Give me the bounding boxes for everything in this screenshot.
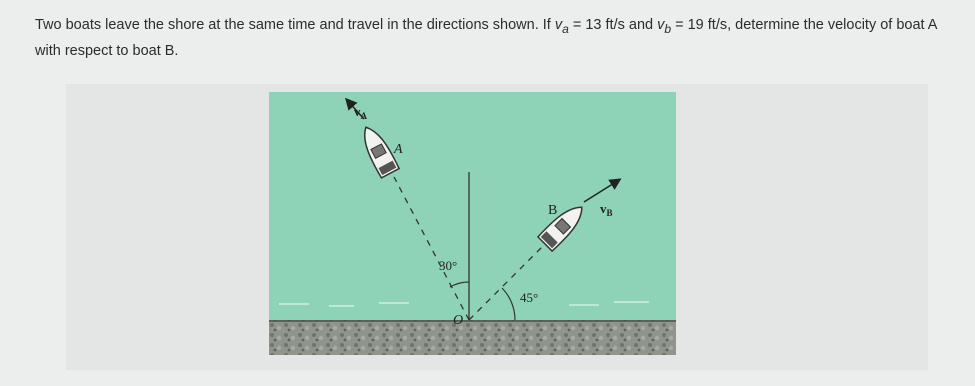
boat-b-label: B [548, 203, 558, 218]
angle-30-label: 30° [439, 258, 458, 273]
water-area [269, 92, 676, 324]
origin-label: O [453, 313, 464, 328]
problem-statement [35, 14, 955, 62]
statement-part-1: Two boats leave the shore at the same time and travel in the directions shown. If [35, 17, 555, 33]
statement-part-2: = 13 ft/s and [568, 17, 658, 33]
va-label: $v_A$ [354, 104, 367, 121]
va-symbol: v [554, 17, 563, 33]
va-subscript: a [562, 21, 569, 36]
vb-symbol: v [657, 17, 665, 33]
statement-part-3: = 19 ft/s, determine the velocity of boat A with respect to boat B. [35, 17, 937, 59]
boat-a-label: A [394, 142, 403, 157]
boats-figure [269, 92, 676, 355]
angle-45-label: 45° [520, 290, 539, 305]
vb-label: $v_B$ [600, 201, 613, 218]
shore [269, 320, 676, 355]
vb-subscript: b [664, 21, 672, 36]
